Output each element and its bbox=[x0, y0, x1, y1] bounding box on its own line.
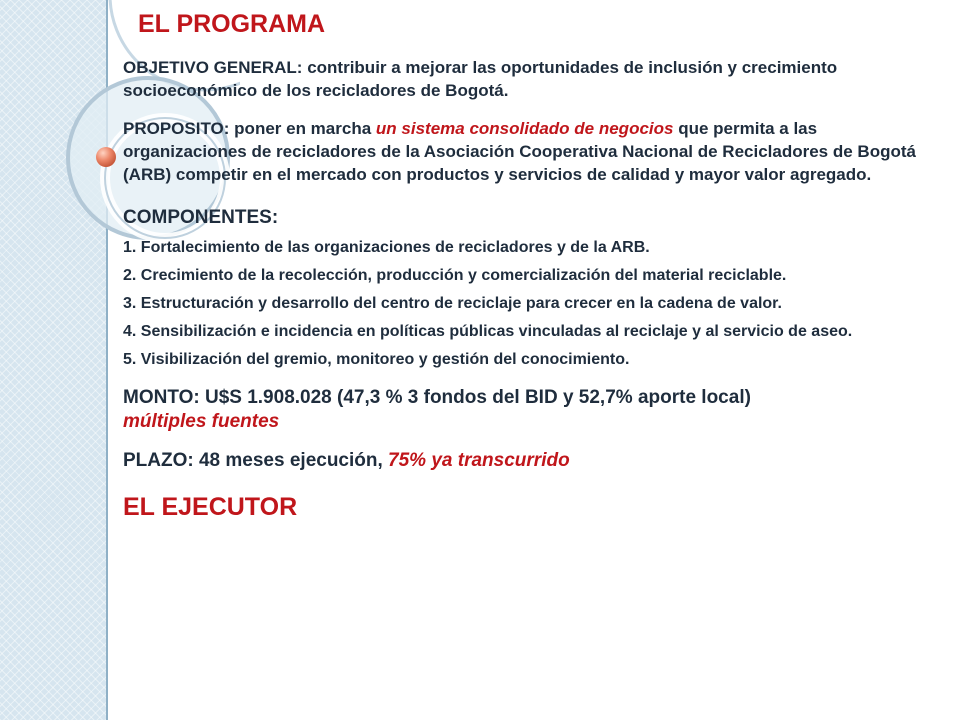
list-item: 2. Crecimiento de la recolección, producción y comercialización del material reciclable. bbox=[123, 267, 787, 284]
monto-paragraph bbox=[123, 386, 918, 434]
plazo-paragraph bbox=[123, 449, 918, 472]
list-item: 1. Fortalecimiento de las organizaciones de recicladores y de la ARB. bbox=[123, 239, 650, 256]
list-item: 4. Sensibilización e incidencia en políticas públicas vinculadas al reciclaje y al servicio de aseo. bbox=[123, 323, 853, 340]
page-title: EL PROGRAMA bbox=[138, 10, 326, 38]
proposito-text-after: que permita a las organizaciones de recicladores de la Asociación Cooperativa Nacional de Recicladores de Bogotá (ARB) competir en el mercado con productos y servicios de calidad y mayor valor agregado. bbox=[123, 119, 916, 184]
proposito-label: PROPOSITO: bbox=[123, 119, 230, 138]
objetivo-label: OBJETIVO GENERAL: bbox=[123, 58, 303, 77]
componentes-list bbox=[123, 238, 918, 370]
slide-content bbox=[123, 56, 918, 519]
componentes-heading: COMPONENTES: bbox=[123, 207, 279, 228]
ejecutor-heading: EL EJECUTOR bbox=[123, 493, 298, 521]
orange-bullet-circle bbox=[96, 147, 116, 167]
list-item: 3. Estructuración y desarrollo del centro de reciclaje para crecer en la cadena de valor. bbox=[123, 295, 782, 312]
plazo-highlight: 75% ya transcurrido bbox=[388, 450, 570, 471]
proposito-text-before: poner en marcha bbox=[234, 119, 372, 138]
monto-text: MONTO: U$S 1.908.028 (47,3 % 3 fondos del BID y 52,7% aporte local) bbox=[123, 387, 751, 408]
plazo-text: PLAZO: 48 meses ejecución, bbox=[123, 450, 383, 471]
proposito-highlight: un sistema consolidado de negocios bbox=[375, 119, 674, 138]
proposito-paragraph bbox=[123, 117, 918, 186]
objetivo-text: contribuir a mejorar las oportunidades de inclusión y crecimiento socioeconómico de los recicladores de Bogotá. bbox=[123, 58, 838, 100]
monto-highlight: múltiples fuentes bbox=[123, 411, 280, 432]
objetivo-paragraph bbox=[123, 56, 918, 102]
list-item: 5. Visibilización del gremio, monitoreo y gestión del conocimiento. bbox=[123, 351, 630, 368]
